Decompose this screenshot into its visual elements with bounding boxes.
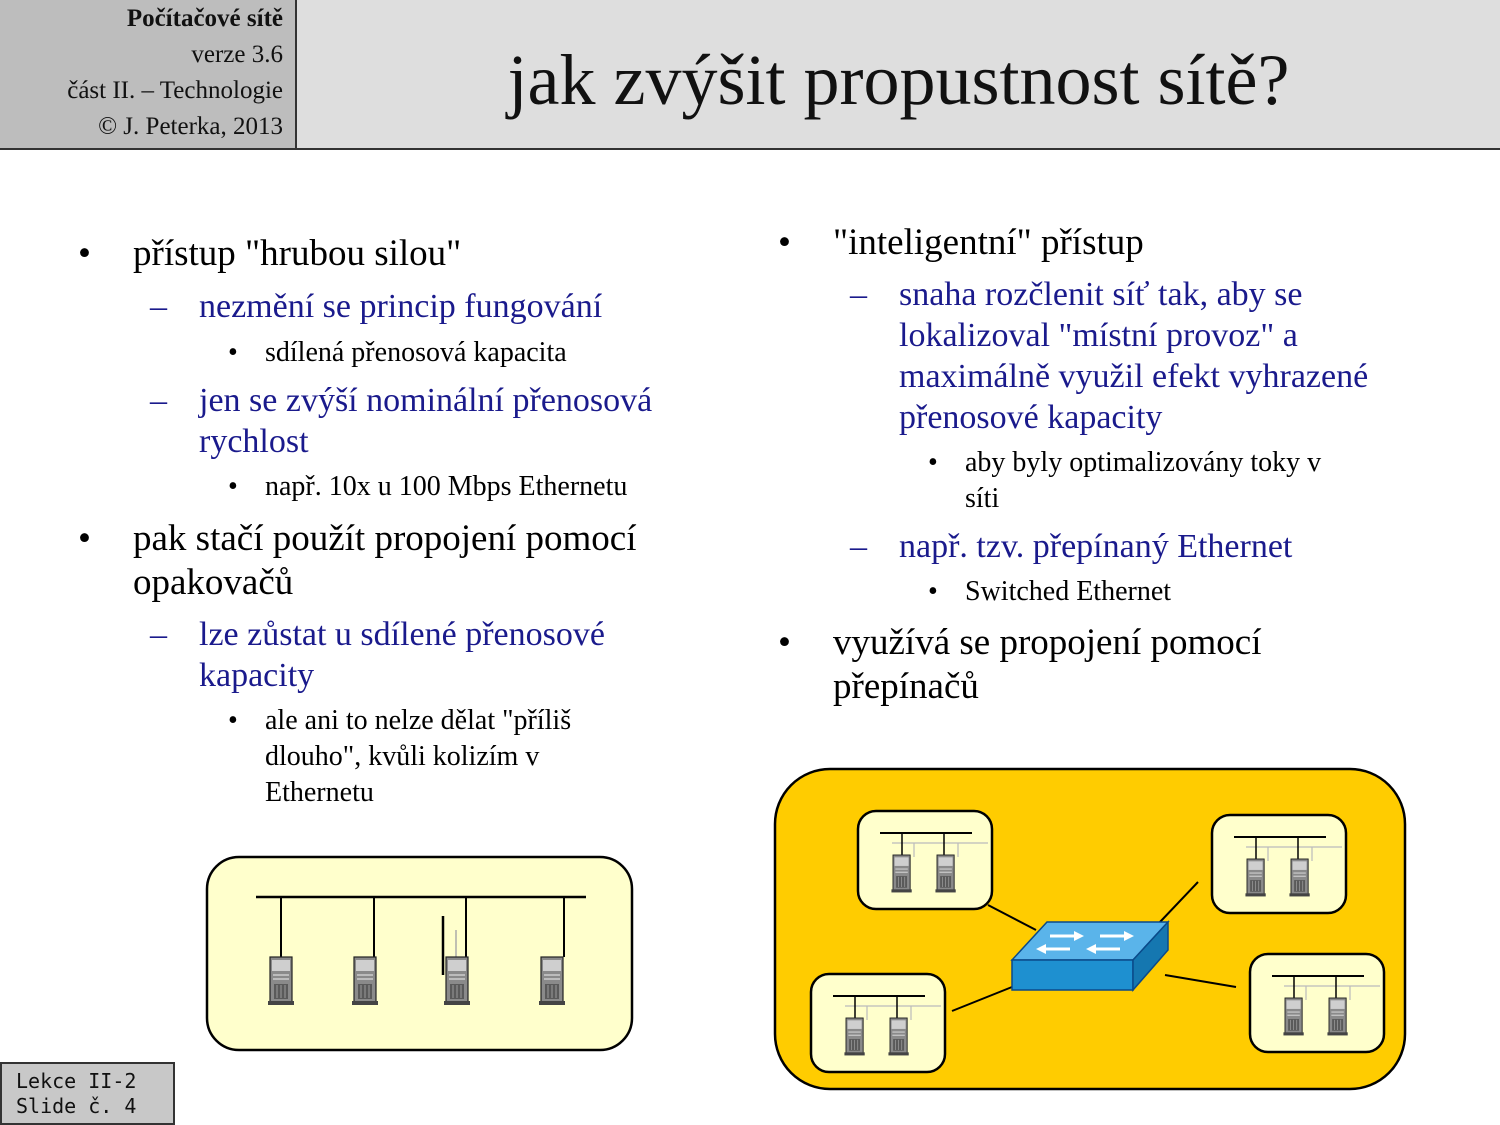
dash-marker: – (850, 528, 867, 565)
right-sub-1-line4: přenosové kapacity (899, 399, 1163, 436)
left-subsub-1: sdílená přenosová kapacita (265, 337, 567, 368)
dash-marker: – (150, 382, 167, 419)
course-name: Počítačové sítě (126, 5, 283, 32)
lan-segment (1250, 954, 1384, 1052)
slide-title: jak zvýšit propustnost sítě? (507, 40, 1290, 120)
lan-segment (811, 974, 945, 1072)
server-icon (352, 957, 378, 1005)
small-bullet-marker: • (928, 447, 938, 478)
dash-marker: – (150, 616, 167, 653)
left-sub-2-line2: rychlost (199, 423, 309, 460)
small-bullet-marker: • (928, 576, 938, 607)
server-icon (539, 957, 565, 1005)
left-bullet-2-line1: pak stačí použít propojení pomocí (133, 518, 637, 559)
right-bullet-1: "inteligentní" přístup (833, 222, 1144, 263)
right-sub-1-line2: lokalizoval "místní provoz" a (899, 317, 1298, 354)
right-bullet-2-line2: přepínačů (833, 666, 979, 707)
left-sub-3-line1: lze zůstat u sdílené přenosové (199, 616, 605, 653)
lan-segment (858, 811, 992, 909)
right-subsub-1-line2: síti (965, 483, 1000, 514)
right-subsub-1-line1: aby byly optimalizovány toky v (965, 447, 1322, 478)
left-subsub-2: např. 10x u 100 Mbps Ethernetu (265, 471, 628, 502)
switched-ethernet-diagram (775, 769, 1405, 1089)
part-label: část II. – Technologie (67, 77, 283, 104)
bullet-marker: • (78, 233, 91, 274)
left-sub-2-line1: jen se zvýší nominální přenosová (199, 382, 653, 419)
left-sub-3-line2: kapacity (199, 657, 315, 694)
lan-segment (1212, 815, 1346, 913)
small-bullet-marker: • (228, 337, 238, 368)
bullet-marker: • (778, 222, 791, 263)
left-bullet-2-line2: opakovačů (133, 562, 294, 603)
shared-network-box (207, 857, 632, 1050)
server-icon (268, 957, 294, 1005)
left-sub-1: nezmění se princip fungování (199, 288, 603, 325)
left-subsub-3-line1: ale ani to nelze dělat "příliš (265, 705, 572, 736)
copyright-label: © J. Peterka, 2013 (98, 113, 283, 140)
right-sub-2: např. tzv. přepínaný Ethernet (899, 528, 1293, 565)
right-subsub-2: Switched Ethernet (965, 576, 1172, 607)
slide-footer (0, 1062, 175, 1125)
slide-number: Slide č. 4 (16, 1094, 137, 1118)
right-sub-1-line1: snaha rozčlenit síť tak, aby se (899, 276, 1303, 313)
small-bullet-marker: • (228, 471, 238, 502)
right-sub-1-line3: maximálně využil efekt vyhrazené (899, 358, 1369, 395)
dash-marker: – (850, 276, 867, 313)
shared-ethernet-diagram (207, 857, 632, 1050)
version-label: verze 3.6 (191, 41, 283, 68)
server-icon (444, 957, 470, 1005)
bullet-marker: • (78, 518, 91, 559)
left-bullet-1: přístup "hrubou silou" (133, 233, 462, 274)
small-bullet-marker: • (228, 705, 238, 736)
lesson-label: Lekce II-2 (16, 1069, 137, 1093)
right-bullet-2-line1: využívá se propojení pomocí (833, 622, 1262, 663)
bullet-marker: • (778, 622, 791, 663)
left-subsub-3-line2: dlouho", kvůli kolizím v (265, 741, 540, 772)
left-subsub-3-line3: Ethernetu (265, 777, 374, 808)
dash-marker: – (150, 288, 167, 325)
